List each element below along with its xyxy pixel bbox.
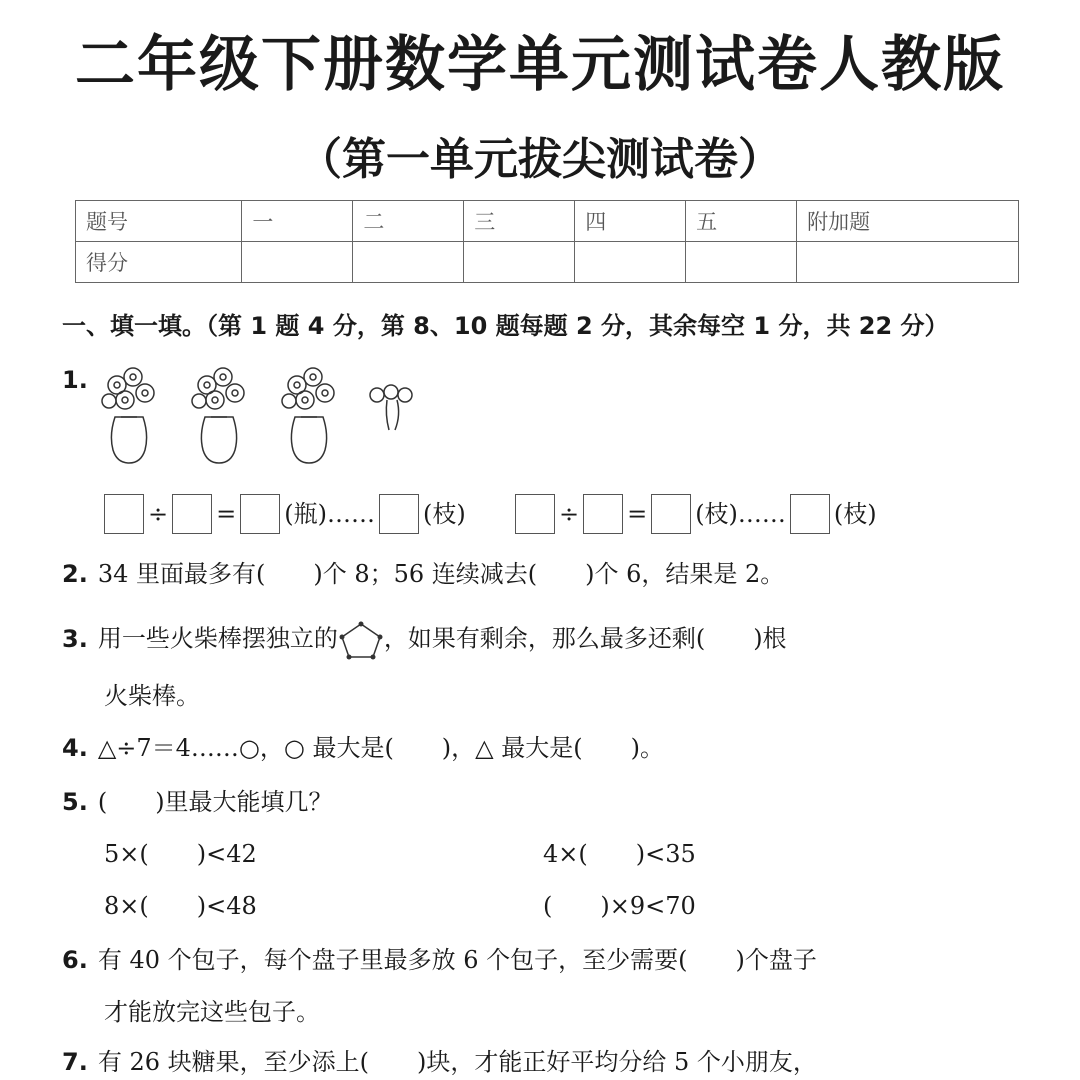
score-entry-cell[interactable] xyxy=(575,242,686,283)
score-cell: 二 xyxy=(353,201,464,242)
question-7: 7. 有 26 块糖果，至少添上( )块，才能正好平均分给 5 个小朋友， xyxy=(62,1048,817,1076)
question-6-cont: 才能放完这些包子。 xyxy=(104,998,320,1026)
question-3: 3. 用一些火柴棒摆独立的 ，如果有剩余，那么最多还剩( )根 xyxy=(62,620,787,660)
question-3-cont: 火柴棒。 xyxy=(104,682,200,710)
question-1-number: 1. xyxy=(62,366,88,394)
page-title: 二年级下册数学单元测试卷人教版 xyxy=(75,30,1005,100)
score-entry-cell[interactable] xyxy=(242,242,353,283)
pentagon-icon xyxy=(338,620,384,660)
answer-box[interactable] xyxy=(790,494,830,534)
question-5-item: ( )×9<70 xyxy=(543,892,696,920)
page-subtitle: （第一单元拔尖测试卷） xyxy=(298,134,782,185)
question-2: 2. 34 里面最多有( )个 8；56 连续减去( )个 6，结果是 2。 xyxy=(62,560,785,588)
question-6: 6. 有 40 个包子，每个盘子里最多放 6 个包子，至少需要( )个盘子 xyxy=(62,946,817,974)
score-cell: 附加题 xyxy=(797,201,1019,242)
score-entry-cell[interactable] xyxy=(353,242,464,283)
score-table xyxy=(75,200,1019,283)
question-1-equations: ÷ = (瓶)…… (枝) ÷ = (枝)…… (枝) xyxy=(104,494,881,534)
answer-box[interactable] xyxy=(583,494,623,534)
answer-box[interactable] xyxy=(379,494,419,534)
answer-box[interactable] xyxy=(240,494,280,534)
answer-box[interactable] xyxy=(651,494,691,534)
question-5: 5. ( )里最大能填几？ xyxy=(62,788,333,816)
score-cell: 一 xyxy=(242,201,353,242)
score-entry-cell[interactable] xyxy=(797,242,1019,283)
answer-box[interactable] xyxy=(515,494,555,534)
answer-box[interactable] xyxy=(172,494,212,534)
loose-flowers-icon xyxy=(370,385,412,430)
score-entry-cell[interactable] xyxy=(686,242,797,283)
question-5-item: 4×( )<35 xyxy=(543,840,696,868)
question-5-item: 8×( )<48 xyxy=(104,892,257,920)
section-heading: 一、填一填。（第 1 题 4 分，第 8、10 题每题 2 分，其余每空 1 分，共 22 分） xyxy=(62,312,949,340)
score-cell: 题号 xyxy=(76,201,242,242)
question-4: 4. △÷7＝4……○，○ 最大是( )，△ 最大是( )。 xyxy=(62,734,664,762)
score-entry-cell[interactable] xyxy=(464,242,575,283)
score-cell: 四 xyxy=(575,201,686,242)
vase-with-flowers-icon xyxy=(102,368,154,463)
vase-with-flowers-icon xyxy=(192,368,244,463)
score-table-header-row xyxy=(76,201,1019,242)
score-cell: 三 xyxy=(464,201,575,242)
question-5-item: 5×( )<42 xyxy=(104,840,257,868)
score-table-score-row xyxy=(76,242,1019,283)
score-row-label: 得分 xyxy=(76,242,242,283)
flower-vases-illustration xyxy=(95,355,435,470)
score-cell: 五 xyxy=(686,201,797,242)
vase-with-flowers-icon xyxy=(282,368,334,463)
answer-box[interactable] xyxy=(104,494,144,534)
